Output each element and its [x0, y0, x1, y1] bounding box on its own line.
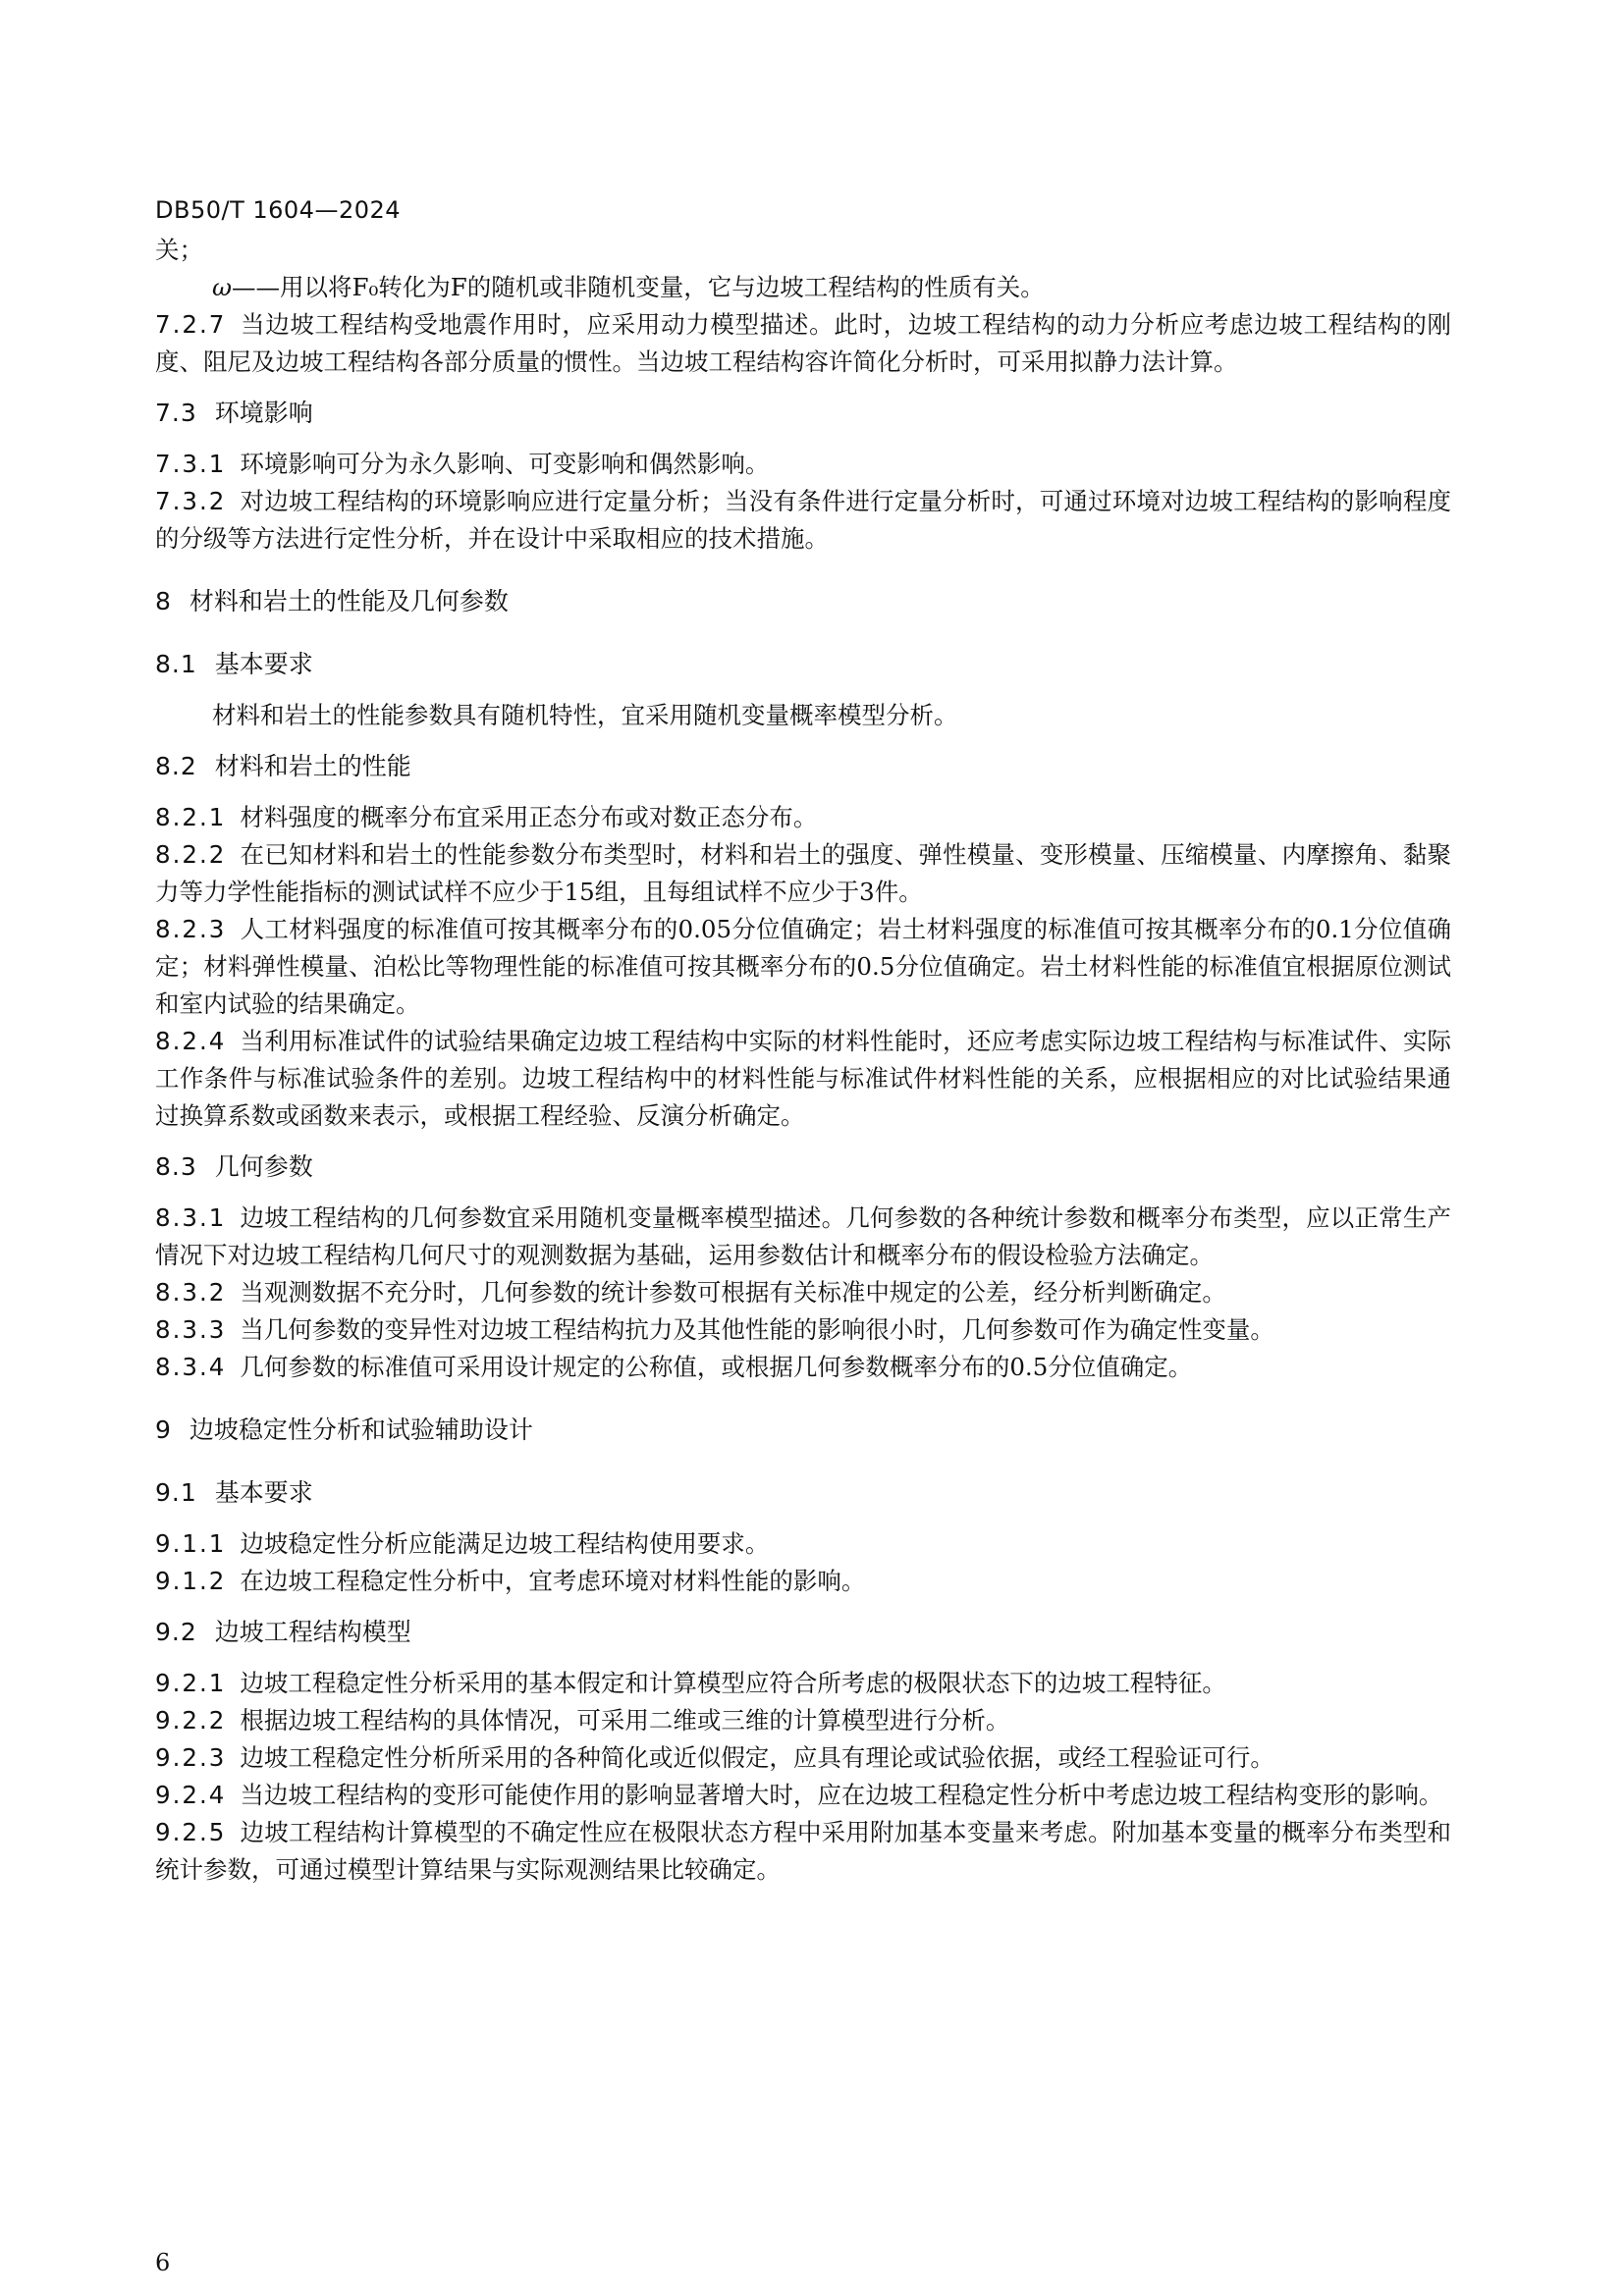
chapter-heading — [155, 1412, 1451, 1449]
body-paragraph — [155, 232, 1451, 269]
heading-title: 边坡工程结构模型 — [214, 1618, 411, 1646]
heading-title: 几何参数 — [214, 1152, 313, 1181]
heading-title: 材料和岩土的性能 — [214, 752, 411, 780]
paragraph-text: 边坡工程结构的几何参数宜采用随机变量概率模型描述。几何参数的各种统计参数和概率分布类型，应以正常生产情况下对边坡工程结构几何尺寸的观测数据为基础，运用参数估计和概率分布的假设检验方法确定。 — [155, 1203, 1451, 1269]
heading-title: 材料和岩土的性能及几何参数 — [189, 587, 509, 615]
paragraph-text: 在已知材料和岩土的性能参数分布类型时，材料和岩土的强度、弹性模量、变形模量、压缩模量、内摩擦角、黏聚力等力学性能指标的测试试样不应少于15组，且每组试样不应少于3件。 — [155, 840, 1451, 906]
section-heading — [155, 1614, 1451, 1651]
heading-number: 9.1 — [155, 1478, 197, 1507]
paragraph-text: 边坡工程稳定性分析采用的基本假定和计算模型应符合所考虑的极限状态下的边坡工程特征。 — [240, 1669, 1226, 1697]
clause-number: 8.2.3 — [155, 915, 227, 943]
clause-number: 9.2.5 — [155, 1818, 227, 1846]
paragraph-text: 当边坡工程结构受地震作用时，应采用动力模型描述。此时，边坡工程结构的动力分析应考虑边坡工程结构的刚度、阻尼及边坡工程结构各部分质量的惯性。当边坡工程结构容许简化分析时，可采用拟静力法计算。 — [155, 310, 1451, 376]
clause-number: 8.2.1 — [155, 803, 227, 831]
heading-number: 9.2 — [155, 1618, 197, 1646]
clause-paragraph — [155, 911, 1451, 1023]
heading-number: 8.2 — [155, 752, 197, 780]
body-paragraph — [155, 697, 1451, 734]
clause-paragraph — [155, 483, 1451, 558]
paragraph-text: 当几何参数的变异性对边坡工程结构抗力及其他性能的影响很小时，几何参数可作为确定性变量。 — [240, 1315, 1274, 1344]
clause-paragraph — [155, 1274, 1451, 1311]
section-heading — [155, 646, 1451, 683]
section-heading — [155, 1474, 1451, 1512]
paragraph-text: 边坡稳定性分析应能满足边坡工程结构使用要求。 — [240, 1529, 770, 1558]
body-paragraph — [155, 269, 1451, 306]
clause-paragraph — [155, 306, 1451, 381]
clause-number: 7.3.2 — [155, 487, 227, 515]
document-body — [155, 232, 1451, 1889]
clause-paragraph — [155, 836, 1451, 911]
clause-number: 8.3.1 — [155, 1203, 227, 1232]
paragraph-text: 当边坡工程结构的变形可能使作用的影响显著增大时，应在边坡工程稳定性分析中考虑边坡工程结构变形的影响。 — [240, 1781, 1443, 1809]
clause-number: 8.3.3 — [155, 1315, 227, 1344]
clause-paragraph — [155, 1814, 1451, 1889]
clause-number: 8.2.2 — [155, 840, 227, 869]
heading-title: 环境影响 — [214, 399, 313, 427]
paragraph-text: 边坡工程稳定性分析所采用的各种简化或近似假定，应具有理论或试验依据，或经工程验证可行。 — [240, 1743, 1274, 1772]
clause-paragraph — [155, 1739, 1451, 1777]
paragraph-text: 关； — [155, 236, 203, 264]
clause-number: 8.3.2 — [155, 1278, 227, 1307]
paragraph-text: ——用以将F₀转化为F的随机或非随机变量，它与边坡工程结构的性质有关。 — [231, 273, 1045, 301]
heading-title: 基本要求 — [214, 1478, 313, 1507]
paragraph-text: 根据边坡工程结构的具体情况，可采用二维或三维的计算模型进行分析。 — [240, 1706, 1010, 1735]
clause-paragraph — [155, 1702, 1451, 1739]
paragraph-text: 材料和岩土的性能参数具有随机特性，宜采用随机变量概率模型分析。 — [212, 701, 958, 729]
paragraph-text: 人工材料强度的标准值可按其概率分布的0.05分位值确定；岩土材料强度的标准值可按其概率分布的0.1分位值确定；材料弹性模量、泊松比等物理性能的标准值可按其概率分布的0.5分位值确定。岩土材料性能的标准值宜根据原位测试和室内试验的结果确定。 — [155, 915, 1451, 1018]
clause-paragraph — [155, 1525, 1451, 1563]
heading-number: 9 — [155, 1415, 172, 1444]
clause-number: 9.1.2 — [155, 1567, 227, 1595]
clause-number: 9.1.1 — [155, 1529, 227, 1558]
clause-paragraph — [155, 1023, 1451, 1135]
chapter-heading — [155, 583, 1451, 620]
document-code-header: DB50/T 1604—2024 — [155, 196, 402, 224]
section-heading — [155, 395, 1451, 432]
clause-paragraph — [155, 1563, 1451, 1600]
heading-number: 8.1 — [155, 650, 197, 678]
symbol-omega: ω — [212, 273, 232, 301]
clause-paragraph — [155, 799, 1451, 836]
clause-number: 9.2.3 — [155, 1743, 227, 1772]
clause-number: 7.2.7 — [155, 310, 227, 339]
page-number: 6 — [155, 2249, 171, 2276]
clause-paragraph — [155, 1311, 1451, 1349]
clause-number: 9.2.2 — [155, 1706, 227, 1735]
clause-paragraph — [155, 1665, 1451, 1702]
clause-number: 8.3.4 — [155, 1353, 227, 1381]
clause-number: 9.2.4 — [155, 1781, 227, 1809]
heading-title: 边坡稳定性分析和试验辅助设计 — [189, 1415, 533, 1444]
paragraph-text: 在边坡工程稳定性分析中，宜考虑环境对材料性能的影响。 — [240, 1567, 866, 1595]
paragraph-text: 当利用标准试件的试验结果确定边坡工程结构中实际的材料性能时，还应考虑实际边坡工程结构与标准试件、实际工作条件与标准试验条件的差别。边坡工程结构中的材料性能与标准试件材料性能的关系，应根据相应的对比试验结果通过换算系数或函数来表示，或根据工程经验、反演分析确定。 — [155, 1027, 1451, 1130]
paragraph-text: 几何参数的标准值可采用设计规定的公称值，或根据几何参数概率分布的0.5分位值确定。 — [240, 1353, 1193, 1381]
clause-paragraph — [155, 1777, 1451, 1814]
section-heading — [155, 1148, 1451, 1186]
clause-number: 8.2.4 — [155, 1027, 227, 1055]
paragraph-text: 环境影响可分为永久影响、可变影响和偶然影响。 — [240, 450, 770, 478]
paragraph-text: 当观测数据不充分时，几何参数的统计参数可根据有关标准中规定的公差，经分析判断确定。 — [240, 1278, 1226, 1307]
clause-paragraph — [155, 1349, 1451, 1386]
clause-paragraph — [155, 446, 1451, 483]
heading-number: 8 — [155, 587, 172, 615]
paragraph-text: 边坡工程结构计算模型的不确定性应在极限状态方程中采用附加基本变量来考虑。附加基本变量的概率分布类型和统计参数，可通过模型计算结果与实际观测结果比较确定。 — [155, 1818, 1451, 1884]
clause-paragraph — [155, 1200, 1451, 1274]
paragraph-text: 材料强度的概率分布宜采用正态分布或对数正态分布。 — [240, 803, 818, 831]
heading-number: 8.3 — [155, 1152, 197, 1181]
paragraph-text: 对边坡工程结构的环境影响应进行定量分析；当没有条件进行定量分析时，可通过环境对边坡工程结构的影响程度的分级等方法进行定性分析，并在设计中采取相应的技术措施。 — [155, 487, 1451, 553]
clause-number: 7.3.1 — [155, 450, 227, 478]
heading-title: 基本要求 — [214, 650, 313, 678]
heading-number: 7.3 — [155, 399, 197, 427]
section-heading — [155, 748, 1451, 785]
clause-number: 9.2.1 — [155, 1669, 227, 1697]
